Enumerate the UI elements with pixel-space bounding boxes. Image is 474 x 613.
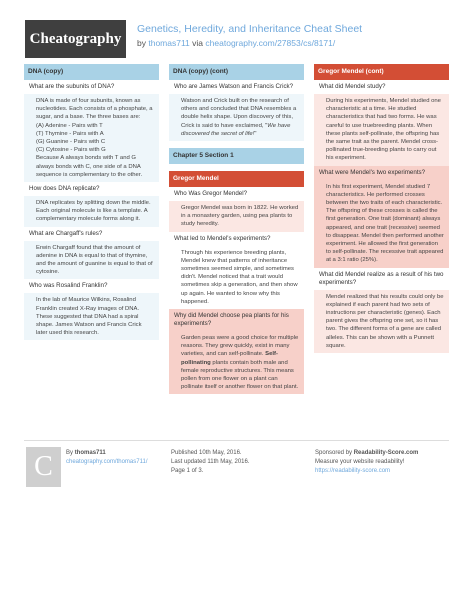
question: What are Chargaff's rules?	[24, 227, 159, 241]
footer-author-line	[66, 449, 106, 458]
answer	[24, 94, 159, 182]
footer-author-url[interactable]: cheatography.com/thomas711/	[66, 459, 148, 465]
sponsor-tagline: Measure your website readability!	[315, 459, 405, 465]
question: What led to Mendel's experiments?	[169, 232, 304, 246]
answer: Mendel realized that his results could only be explained if each parent had two sets of instructions per characteristic (genes). Each parent gives the offspring one set, so it has two. The different forms of a gene are called alleles. This can be shown with a Punnett square.	[314, 290, 449, 353]
footer-author[interactable]: thomas711	[74, 450, 106, 456]
question: Who are James Watson and Francis Crick?	[169, 80, 304, 94]
answer: During his experiments, Mendel studied one characteristic at a time. He studied characteristics that had two forms. He was careful to use truebreeding plants. When these plants self-pollinate, the offspring has the same trait as the parent. Mendel cross-pollinated true-breeding plants to carry out his experiment.	[314, 94, 449, 166]
answer-text: DNA is made of four subunits, known as nucleotides. Each consists of a phosphate, a sugar, and a base. The three bases are:	[36, 98, 153, 121]
published-date: Published 10th May, 2016.	[171, 450, 242, 456]
question: Who was Rosalind Franklin?	[24, 279, 159, 293]
author-link[interactable]: thomas711	[148, 38, 190, 48]
answer-text: Watson and Crick built on the research of others and concluded that DNA resembles a double helix shape. Upon discovery of this, Crick is said to have exclaimed, "	[181, 98, 297, 129]
question: How does DNA replicate?	[24, 182, 159, 196]
sponsor-url[interactable]: https://readability-score.com	[315, 468, 391, 474]
column-2	[169, 64, 304, 401]
section-dna-cont	[169, 64, 304, 141]
footer	[24, 445, 449, 505]
answer-text: Because A always bonds with T and G always bonds with C, one side of a DNA sequence is complementary to the other.	[36, 155, 143, 178]
answer	[169, 331, 304, 394]
answer-line: (T) Thymine - Pairs with A	[36, 130, 104, 137]
question: What did Mendel study?	[314, 80, 449, 94]
answer: Gregor Mendel was born in 1822. He worked in a monastery garden, using pea plants to study heredity.	[169, 201, 304, 232]
section-chapter	[169, 148, 304, 164]
sponsor-name[interactable]: Readability-Score.com	[353, 450, 419, 456]
answer: Erwin Chargaff found that the amount of adenine in DNA is equal to that of thymine, and the amount of guanine is equal to that of cytosine.	[24, 241, 159, 280]
answer-line: (A) Adenine - Pairs with T	[36, 122, 103, 129]
answer: In the lab of Maurice Wilkins, Rosalind Franklin created X-Ray images of DNA. These suggested that DNA had a spiral shape. James Watson and Francis Crick later used this research.	[24, 293, 159, 340]
crick-quote: We have discovered the secret of life!	[181, 122, 291, 137]
sheet-url-link[interactable]: cheatography.com/27853/cs/8171/	[205, 38, 336, 48]
answer-text: Garden peas were a good choice for multiple reasons. They grew quickly, exist in many varieties, and can self-pollinate.	[181, 335, 299, 358]
by-label: by	[137, 38, 146, 48]
page-title: Genetics, Heredity, and Inheritance Cheat Sheet	[137, 23, 363, 35]
answer-line: (C) Cytosine - Pairs with G	[36, 147, 106, 154]
column-3	[314, 64, 449, 360]
answer-bold: Self-pollinating	[181, 351, 278, 366]
answer: Through his experience breeding plants, Mendel knew that patterns of inheritance sometimes seemed simple, and sometimes didn't. Mendel noticed that a trait would sometimes skip a generation, and then show up again. He wanted to know why this happened.	[169, 246, 304, 309]
footer-by-label: By	[66, 450, 74, 456]
footer-divider	[24, 440, 449, 441]
answer	[169, 94, 304, 141]
section-dna	[24, 64, 159, 340]
section-title: Chapter 5 Section 1	[169, 148, 304, 164]
answer: In his first experiment, Mendel studied 7 characteristics. He performed crosses between the two traits of each characteristic. The offspring of these crosses is called the first generation. One trait (dominant) always appeared, and one trait (recessive) seemed to disappear. Mendel then performed another experiment. He allowed the first generation to self-pollinate. The recessive trait appeared at a 3:1 ratio (25%).	[314, 180, 449, 268]
question: What are the subunits of DNA?	[24, 80, 159, 94]
header	[25, 20, 454, 58]
answer-line: (G) Guanine - Pairs with C	[36, 139, 106, 146]
answer-text: "	[254, 130, 257, 137]
question: What were Mendel's two experiments?	[314, 166, 449, 180]
cheatography-logo[interactable]: Cheatography	[25, 20, 126, 58]
section-title: Gregor Mendel	[169, 171, 304, 187]
question: What did Mendel realize as a result of his two experiments?	[314, 268, 449, 290]
section-title: DNA (copy) (cont)	[169, 64, 304, 80]
answer: DNA replicates by splitting down the middle. Each original molecule is like a template. A complementary molecule forms along it.	[24, 196, 159, 227]
updated-date: Last updated 11th May, 2016.	[171, 459, 250, 465]
page-subtitle	[137, 38, 335, 48]
footer-logo-icon: C	[26, 447, 61, 487]
section-title: Gregor Mendel (cont)	[314, 64, 449, 80]
section-gregor-mendel	[169, 171, 304, 394]
sponsor-line	[315, 449, 418, 458]
column-1	[24, 64, 159, 347]
section-title: DNA (copy)	[24, 64, 159, 80]
question: Who Was Gregor Mendel?	[169, 187, 304, 201]
answer-text: plants contain both male and female reproductive structures. This means pollen from one flower on a plant can pollinate itself or another flower on that plant.	[181, 359, 299, 391]
sponsor-label: Sponsored by	[315, 450, 353, 456]
via-label: via	[192, 38, 204, 48]
page-number: Page 1 of 3.	[171, 468, 204, 474]
question: Why did Mendel choose pea plants for his experiments?	[169, 309, 304, 331]
section-gregor-mendel-cont	[314, 64, 449, 353]
